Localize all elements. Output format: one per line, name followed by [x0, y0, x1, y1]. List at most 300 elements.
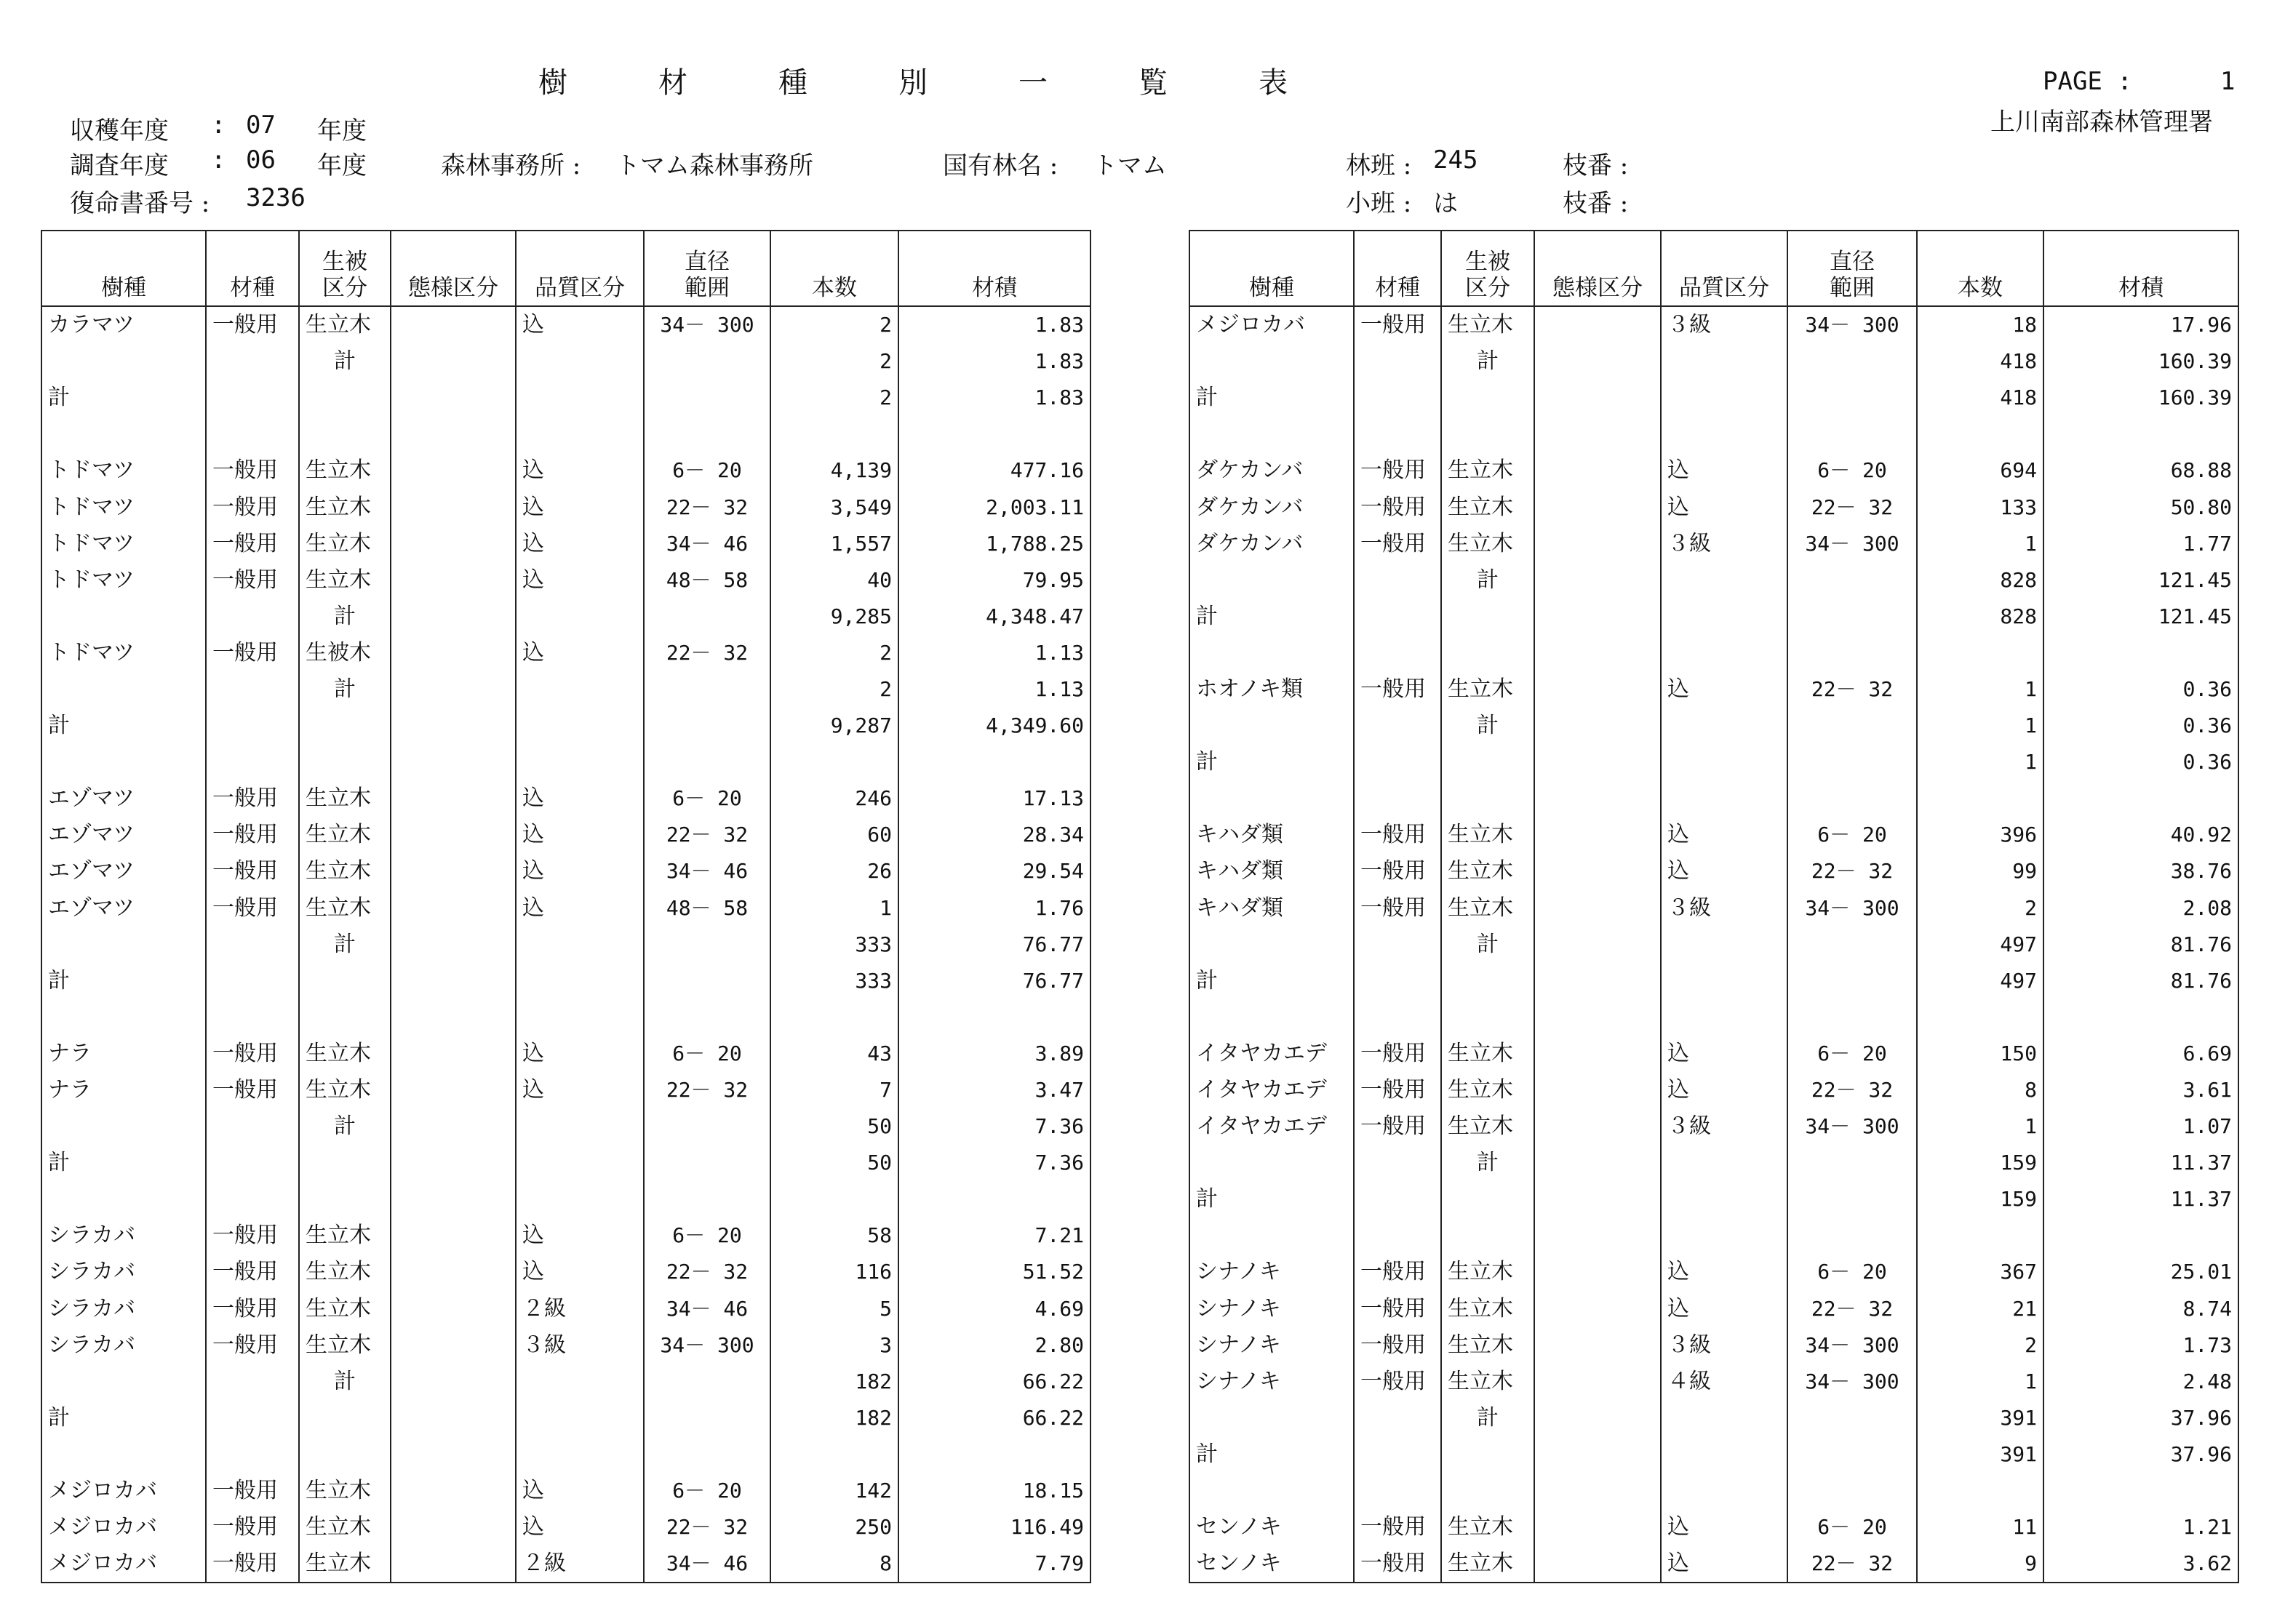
condition-cell — [1534, 1400, 1661, 1436]
quality-cell — [1661, 927, 1787, 963]
count-cell: 43 — [770, 1036, 898, 1072]
status-cell: 生立木 — [299, 890, 391, 927]
count-cell: 99 — [1917, 853, 2043, 889]
condition-cell — [391, 1364, 516, 1400]
status-cell: 生立木 — [299, 1036, 391, 1072]
table-row — [41, 1364, 1090, 1400]
blank-row — [1189, 416, 2238, 452]
diameter-cell: 6－ 20 — [1787, 1254, 1917, 1290]
empty-cell — [1534, 963, 1661, 999]
table-row — [1189, 526, 2238, 562]
count-cell: 2 — [770, 671, 898, 708]
count-cell: 9,287 — [770, 708, 898, 744]
volume-cell: 1.73 — [2043, 1327, 2238, 1364]
species-cell: ダケカンバ — [1189, 452, 1354, 489]
title-char: 種 — [778, 66, 807, 100]
count-cell: 159 — [1917, 1181, 2043, 1217]
species-cell: メジロカバ — [1189, 306, 1354, 343]
empty-cell — [516, 1400, 644, 1436]
empty-cell — [1441, 380, 1534, 416]
count-cell: 1,557 — [770, 526, 898, 562]
diameter-cell — [644, 599, 770, 635]
empty-cell — [1787, 1181, 1917, 1217]
empty-cell — [1661, 963, 1787, 999]
count-cell: 1 — [1917, 1364, 2043, 1400]
species-cell: シナノキ — [1189, 1364, 1354, 1400]
condition-cell — [1534, 1509, 1661, 1545]
status-cell: 計 — [1441, 1400, 1534, 1436]
table-row — [41, 635, 1090, 671]
volume-cell: 0.36 — [2043, 708, 2238, 744]
empty-cell — [1354, 1181, 1441, 1217]
diameter-cell — [644, 343, 770, 380]
table-row — [41, 526, 1090, 562]
right-table-body — [1189, 306, 2238, 1583]
empty-cell — [1354, 963, 1441, 999]
material-cell — [1354, 927, 1441, 963]
table-row — [41, 1036, 1090, 1072]
species-cell: カラマツ — [41, 306, 206, 343]
condition-cell — [391, 853, 516, 889]
volume-cell: 3.89 — [898, 1036, 1090, 1072]
count-cell: 333 — [770, 963, 898, 999]
count-cell: 5 — [770, 1291, 898, 1327]
empty-cell — [1917, 416, 2043, 452]
diameter-cell: 34－ 46 — [644, 526, 770, 562]
title-char: 樹 — [538, 66, 567, 100]
status-cell: 計 — [1441, 562, 1534, 599]
quality-cell: 込 — [516, 853, 644, 889]
empty-cell — [1534, 780, 1661, 817]
species-total-row — [41, 708, 1090, 744]
table-row — [41, 890, 1090, 927]
species-cell — [41, 1108, 206, 1145]
quality-cell — [1661, 1145, 1787, 1181]
count-cell: 497 — [1917, 927, 2043, 963]
col-status — [1441, 231, 1534, 306]
material-cell: 一般用 — [1354, 1291, 1441, 1327]
condition-cell — [1534, 526, 1661, 562]
quality-cell: 込 — [516, 1254, 644, 1290]
material-cell: 一般用 — [206, 526, 299, 562]
diameter-cell: 22－ 32 — [1787, 671, 1917, 708]
quality-cell: 込 — [1661, 452, 1787, 489]
condition-cell — [391, 1545, 516, 1583]
table-row — [1189, 1509, 2238, 1545]
species-cell: センノキ — [1189, 1545, 1354, 1583]
empty-cell — [391, 1181, 516, 1217]
quality-cell: ３級 — [516, 1327, 644, 1364]
species-cell — [41, 671, 206, 708]
status-cell: 生立木 — [1441, 1036, 1534, 1072]
table-row — [41, 489, 1090, 525]
volume-cell: 28.34 — [898, 817, 1090, 853]
material-cell: 一般用 — [206, 1473, 299, 1509]
table-row — [1189, 343, 2238, 380]
empty-cell — [516, 416, 644, 452]
empty-cell — [1661, 635, 1787, 671]
species-cell — [1189, 927, 1354, 963]
material-cell: 一般用 — [1354, 452, 1441, 489]
table-row — [1189, 817, 2238, 853]
volume-cell: 2,003.11 — [898, 489, 1090, 525]
volume-cell: 50.80 — [2043, 489, 2238, 525]
species-cell: シラカバ — [41, 1254, 206, 1290]
diameter-cell: 6－ 20 — [1787, 1509, 1917, 1545]
table-row — [41, 671, 1090, 708]
status-cell: 生立木 — [1441, 1509, 1534, 1545]
col-condition: 態様区分 — [1534, 231, 1661, 306]
volume-cell: 38.76 — [2043, 853, 2238, 889]
empty-cell — [1661, 380, 1787, 416]
empty-cell — [1441, 599, 1534, 635]
empty-cell — [1354, 1217, 1441, 1254]
quality-cell: 込 — [1661, 1036, 1787, 1072]
empty-cell — [1534, 999, 1661, 1036]
species-cell — [41, 343, 206, 380]
diameter-cell — [1787, 708, 1917, 744]
empty-cell — [516, 744, 644, 780]
status-cell: 生立木 — [1441, 671, 1534, 708]
quality-cell: 込 — [516, 306, 644, 343]
empty-cell — [644, 999, 770, 1036]
volume-cell: 2.48 — [2043, 1364, 2238, 1400]
status-cell: 生立木 — [1441, 1364, 1534, 1400]
species-cell: エゾマツ — [41, 890, 206, 927]
table-row — [41, 306, 1090, 343]
count-cell: 142 — [770, 1473, 898, 1509]
col-status — [299, 231, 391, 306]
material-cell: 一般用 — [206, 1291, 299, 1327]
diameter-cell: 34－ 300 — [1787, 306, 1917, 343]
rinpan: 245 — [1433, 145, 1478, 175]
condition-cell — [1534, 853, 1661, 889]
col-diameter-line1: 直径 — [1830, 249, 1875, 275]
count-cell: 2 — [770, 380, 898, 416]
condition-cell — [391, 1509, 516, 1545]
quality-cell: 込 — [516, 489, 644, 525]
material-cell: 一般用 — [1354, 1327, 1441, 1364]
volume-cell: 121.45 — [2043, 599, 2238, 635]
total-label: 計 — [1189, 1436, 1354, 1473]
empty-cell — [2043, 1473, 2238, 1509]
species-total-row — [1189, 1181, 2238, 1217]
empty-cell — [299, 1181, 391, 1217]
condition-cell — [391, 1327, 516, 1364]
diameter-cell: 6－ 20 — [644, 1036, 770, 1072]
condition-cell — [1534, 1545, 1661, 1583]
empty-cell — [206, 1145, 299, 1181]
material-cell — [1354, 1145, 1441, 1181]
volume-cell: 51.52 — [898, 1254, 1090, 1290]
harvest-year-unit: 年度 — [317, 116, 367, 145]
diameter-cell: 22－ 32 — [1787, 1291, 1917, 1327]
condition-cell — [1534, 817, 1661, 853]
volume-cell: 66.22 — [898, 1400, 1090, 1436]
volume-cell: 1.13 — [898, 635, 1090, 671]
empty-cell — [1354, 999, 1441, 1036]
empty-cell — [1354, 780, 1441, 817]
material-cell: 一般用 — [1354, 1545, 1441, 1583]
quality-cell: ３級 — [1661, 1108, 1787, 1145]
material-cell: 一般用 — [1354, 890, 1441, 927]
condition-cell — [391, 1217, 516, 1254]
diameter-cell: 6－ 20 — [644, 1217, 770, 1254]
count-cell: 828 — [1917, 599, 2043, 635]
diameter-cell: 6－ 20 — [1787, 452, 1917, 489]
empty-cell — [391, 999, 516, 1036]
species-cell: シナノキ — [1189, 1291, 1354, 1327]
species-cell — [1189, 1145, 1354, 1181]
table-row — [1189, 1072, 2238, 1108]
diameter-cell: 22－ 32 — [1787, 853, 1917, 889]
material-cell — [206, 599, 299, 635]
condition-cell — [1534, 1327, 1661, 1364]
volume-cell: 37.96 — [2043, 1400, 2238, 1436]
empty-cell — [1787, 1436, 1917, 1473]
diameter-cell: 34－ 300 — [644, 306, 770, 343]
status-cell: 生立木 — [299, 853, 391, 889]
material-cell — [1354, 562, 1441, 599]
empty-cell — [1441, 999, 1534, 1036]
empty-cell — [1534, 635, 1661, 671]
empty-cell — [1917, 1217, 2043, 1254]
blank-row — [41, 999, 1090, 1036]
table-row — [1189, 890, 2238, 927]
diameter-cell: 34－ 46 — [644, 1545, 770, 1583]
empty-cell — [1189, 999, 1354, 1036]
material-cell: 一般用 — [206, 452, 299, 489]
quality-cell — [516, 671, 644, 708]
status-cell: 生被木 — [299, 635, 391, 671]
status-cell: 生立木 — [1441, 526, 1534, 562]
volume-cell: 66.22 — [898, 1364, 1090, 1400]
empty-cell — [898, 999, 1090, 1036]
empty-cell — [516, 963, 644, 999]
status-cell: 生立木 — [299, 562, 391, 599]
material-cell — [1354, 708, 1441, 744]
diameter-cell — [644, 1364, 770, 1400]
total-label: 計 — [41, 708, 206, 744]
quality-cell: 込 — [516, 1036, 644, 1072]
material-cell: 一般用 — [1354, 1108, 1441, 1145]
blank-row — [41, 744, 1090, 780]
empty-cell — [770, 744, 898, 780]
diameter-cell: 34－ 300 — [1787, 526, 1917, 562]
volume-cell: 1.07 — [2043, 1108, 2238, 1145]
quality-cell — [516, 599, 644, 635]
empty-cell — [1661, 744, 1787, 780]
col-diameter — [644, 231, 770, 306]
total-label: 計 — [41, 1145, 206, 1181]
table-row — [1189, 1036, 2238, 1072]
count-cell: 396 — [1917, 817, 2043, 853]
status-cell: 生立木 — [1441, 853, 1534, 889]
empty-cell — [1787, 963, 1917, 999]
survey-year-label: 調査年度 — [70, 151, 169, 180]
condition-cell — [391, 1108, 516, 1145]
material-cell: 一般用 — [1354, 1509, 1441, 1545]
harvest-year-label: 収穫年度 — [70, 116, 169, 145]
empty-cell — [1189, 635, 1354, 671]
volume-cell: 160.39 — [2043, 380, 2238, 416]
material-cell: 一般用 — [206, 306, 299, 343]
forest-office: トマム森林事務所 — [615, 151, 813, 180]
count-cell: 391 — [1917, 1400, 2043, 1436]
empty-cell — [1661, 780, 1787, 817]
total-label: 計 — [41, 1400, 206, 1436]
volume-cell: 2.80 — [898, 1327, 1090, 1364]
empty-cell — [644, 1400, 770, 1436]
diameter-cell — [644, 1108, 770, 1145]
empty-cell — [1354, 635, 1441, 671]
table-row — [1189, 562, 2238, 599]
empty-cell — [391, 963, 516, 999]
empty-cell — [299, 1436, 391, 1473]
volume-cell: 76.77 — [898, 963, 1090, 999]
col-status-line1: 生被 — [322, 249, 367, 275]
empty-cell — [1534, 744, 1661, 780]
count-cell: 246 — [770, 780, 898, 817]
species-cell — [41, 599, 206, 635]
quality-cell: ３級 — [1661, 306, 1787, 343]
material-cell — [1354, 1400, 1441, 1436]
material-cell: 一般用 — [206, 1036, 299, 1072]
count-cell: 150 — [1917, 1036, 2043, 1072]
branch-label-1: 枝番 : — [1563, 151, 1629, 180]
material-cell: 一般用 — [1354, 306, 1441, 343]
diameter-cell: 34－ 46 — [644, 853, 770, 889]
material-cell — [206, 1108, 299, 1145]
table-row — [1189, 1400, 2238, 1436]
count-cell: 3,549 — [770, 489, 898, 525]
empty-cell — [1917, 635, 2043, 671]
volume-cell: 1.13 — [898, 671, 1090, 708]
diameter-cell: 34－ 300 — [1787, 1364, 1917, 1400]
total-label: 計 — [41, 380, 206, 416]
empty-cell — [770, 1436, 898, 1473]
status-cell: 計 — [299, 599, 391, 635]
volume-cell: 0.36 — [2043, 671, 2238, 708]
status-cell: 生立木 — [1441, 489, 1534, 525]
empty-cell — [1354, 744, 1441, 780]
volume-cell: 76.77 — [898, 927, 1090, 963]
material-cell: 一般用 — [1354, 817, 1441, 853]
page-label: PAGE : — [2043, 67, 2132, 96]
table-header-row — [1189, 231, 2238, 306]
empty-cell — [1534, 1436, 1661, 1473]
volume-cell: 477.16 — [898, 452, 1090, 489]
volume-cell: 1.83 — [898, 343, 1090, 380]
condition-cell — [391, 452, 516, 489]
right-timber-table — [1189, 230, 2239, 1583]
volume-cell: 1.21 — [2043, 1509, 2238, 1545]
species-cell: トドマツ — [41, 452, 206, 489]
condition-cell — [1534, 452, 1661, 489]
quality-cell — [1661, 1400, 1787, 1436]
diameter-cell — [644, 671, 770, 708]
species-cell: シラカバ — [41, 1327, 206, 1364]
material-cell: 一般用 — [206, 817, 299, 853]
col-volume: 材積 — [2043, 231, 2238, 306]
volume-cell: 18.15 — [898, 1473, 1090, 1509]
quality-cell: 込 — [516, 1217, 644, 1254]
empty-cell — [1534, 1473, 1661, 1509]
species-cell: エゾマツ — [41, 853, 206, 889]
empty-cell — [299, 999, 391, 1036]
quality-cell: ３級 — [1661, 890, 1787, 927]
diameter-cell — [1787, 562, 1917, 599]
condition-cell — [391, 1254, 516, 1290]
status-cell: 生立木 — [299, 1473, 391, 1509]
species-cell: イタヤカエデ — [1189, 1036, 1354, 1072]
diameter-cell: 22－ 32 — [644, 1509, 770, 1545]
col-count: 本数 — [1917, 231, 2043, 306]
empty-cell — [1661, 1473, 1787, 1509]
empty-cell — [644, 380, 770, 416]
condition-cell — [1534, 1072, 1661, 1108]
status-cell: 計 — [1441, 927, 1534, 963]
empty-cell — [1787, 380, 1917, 416]
col-diameter-line2: 範囲 — [685, 275, 730, 301]
national-forest-label: 国有林名 : — [943, 151, 1058, 180]
condition-cell — [391, 1291, 516, 1327]
volume-cell: 68.88 — [2043, 452, 2238, 489]
material-cell — [206, 1364, 299, 1400]
condition-cell — [391, 1036, 516, 1072]
diameter-cell: 6－ 20 — [1787, 817, 1917, 853]
empty-cell — [1441, 1473, 1534, 1509]
empty-cell — [644, 963, 770, 999]
table-row — [41, 1108, 1090, 1145]
condition-cell — [391, 526, 516, 562]
empty-cell — [898, 1436, 1090, 1473]
volume-cell: 121.45 — [2043, 562, 2238, 599]
status-cell: 生立木 — [299, 526, 391, 562]
empty-cell — [644, 708, 770, 744]
table-row — [41, 452, 1090, 489]
count-cell: 2 — [770, 343, 898, 380]
volume-cell: 40.92 — [2043, 817, 2238, 853]
empty-cell — [516, 1181, 644, 1217]
material-cell: 一般用 — [206, 853, 299, 889]
species-cell — [1189, 708, 1354, 744]
species-cell: シナノキ — [1189, 1327, 1354, 1364]
empty-cell — [299, 416, 391, 452]
volume-cell: 4,349.60 — [898, 708, 1090, 744]
condition-cell — [1534, 1036, 1661, 1072]
volume-cell: 81.76 — [2043, 963, 2238, 999]
diameter-cell: 22－ 32 — [644, 817, 770, 853]
table-row — [41, 599, 1090, 635]
empty-cell — [206, 1400, 299, 1436]
quality-cell: 込 — [1661, 817, 1787, 853]
diameter-cell: 48－ 58 — [644, 890, 770, 927]
volume-cell: 25.01 — [2043, 1254, 2238, 1290]
empty-cell — [1917, 1473, 2043, 1509]
species-cell: メジロカバ — [41, 1545, 206, 1583]
total-label: 計 — [1189, 599, 1354, 635]
empty-cell — [1441, 1436, 1534, 1473]
col-diameter — [1787, 231, 1917, 306]
quality-cell: ３級 — [1661, 1327, 1787, 1364]
empty-cell — [299, 744, 391, 780]
quality-cell: 込 — [516, 635, 644, 671]
table-row — [41, 343, 1090, 380]
status-cell: 生立木 — [299, 452, 391, 489]
empty-cell — [1534, 599, 1661, 635]
empty-cell — [1441, 1217, 1534, 1254]
